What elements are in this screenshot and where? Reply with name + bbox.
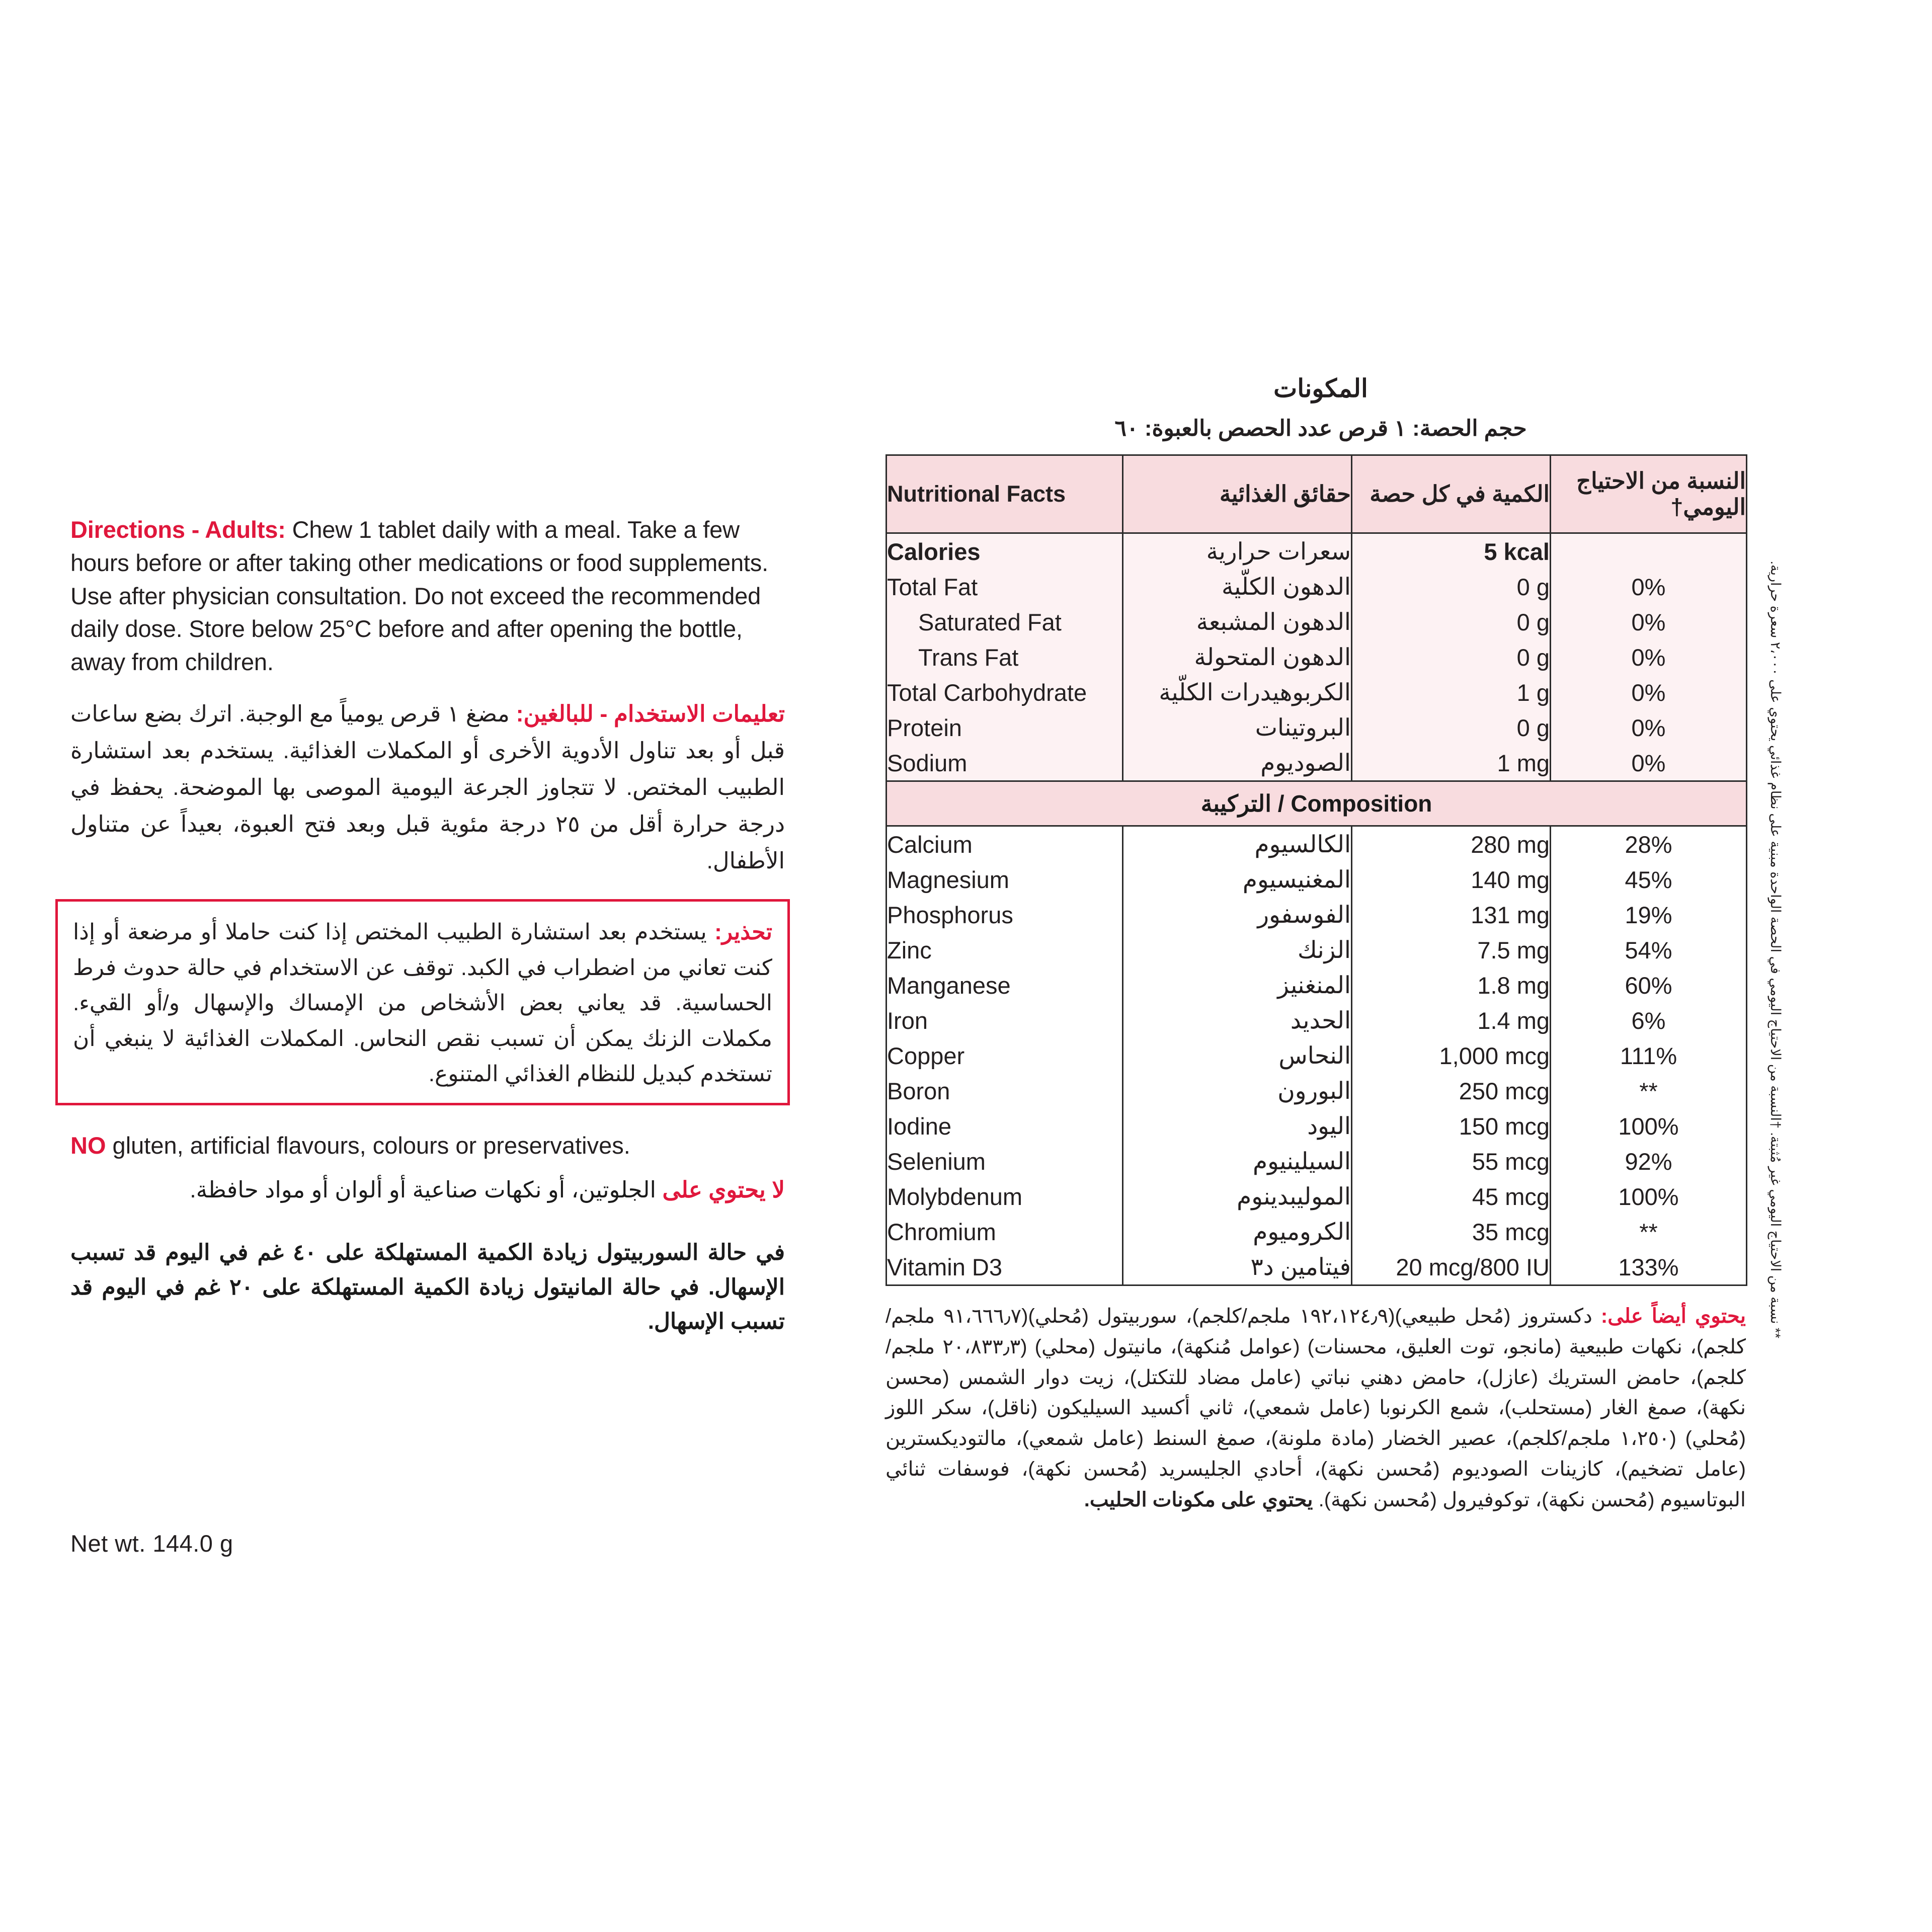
also-contains-lead: يحتوي أيضاً على: [1600,1305,1746,1327]
cell-nutrient-ar: البورون [1123,1073,1352,1108]
header-nutritional-facts-ar: حقائق الغذائية [1123,455,1352,533]
cell-daily-value: 60% [1551,968,1747,1003]
cell-amount: 131 mg [1352,897,1551,932]
composition-body [887,826,1747,1285]
cell-nutrient-en: Molybdenum [887,1179,1123,1214]
no-gluten-en [70,1130,785,1161]
cell-daily-value: 0% [1551,639,1747,675]
cell-amount: 0 g [1352,604,1551,639]
ingredients-title: المكونات [1273,374,1368,403]
warning-text [73,915,772,1092]
cell-nutrient-en: Iodine [887,1108,1123,1144]
cell-daily-value: 0% [1551,710,1747,745]
table-row [887,1108,1747,1144]
cell-nutrient-ar: المنغنيز [1123,968,1352,1003]
cell-amount: 0 g [1352,710,1551,745]
warning-body: يستخدم بعد استشارة الطبيب المختص إذا كنت حاملا أو مرضعة أو إذا كنت تعاني من اضطراب في الكبد. توقف عن الاستخدام في حالة حدوث فرط الحساسية. قد يعاني بعض الأشخاص من الإمساك والإسهال و/أو القيء. مكملات الزنك يمكن أن تسبب نقص النحاس. المكملات الغذائية لا ينبغي أن تستخدم كبديل للنظام الغذائي المتنوع. [73,920,772,1086]
warning-box [55,899,790,1105]
cell-nutrient-en: Calories [887,533,1123,570]
cell-nutrient-en: Vitamin D3 [887,1249,1123,1285]
cell-nutrient-en: Total Carbohydrate [887,675,1123,710]
cell-nutrient-en: Manganese [887,968,1123,1003]
cell-nutrient-en: Zinc [887,932,1123,968]
also-contains-body: دكستروز (مُحل طبيعي)(١٩٢،١٢٤٫٩ ملجم/كلجم)، سوربيتول (مُحلي)(٩١،٦٦٦٫٧ ملجم/كلجم)، نكهات طبيعية (مانجو، توت العليق، محسنات) (عوامل مُنكهة)، مانيتول (محلي) (٢٠،٨٣٣٫٣ ملجم/كلجم)، حامض الستريك (عازل)، حامض دهني نباتي (عامل مضاد للتكتل)، زيت دوار الشمس (محسن نكهة)، صمغ الغار (مستحلب)، شمع الكرنوبا (عامل شمعي)، ثاني أكسيد السيليكون (ناقل)، سكر اللوز (مُحلي) (١،٢٥٠ ملجم/كلجم)، عصير الخضار (مادة ملونة)، صمغ السنط (عامل شمعي)، مالتوديكسترين (عامل تضخيم)، كازينات الصوديوم (مُحسن نكهة)، أحادي الجليسريد (مُحسن نكهة)، فوسفات ثنائي البوتاسيوم (مُحسن نكهة)، توكوفيرول (مُحسن نكهة). [886,1305,1746,1511]
daily-value-footnote: ** نسبة من الاحتياج اليومي غير مُثبتة. †النسبة من الاحتياج اليومي في الحصة الواحدة مبنية على نظام غذائي يحتوي على ٢،٠٠٠ سعرة حرارية. [1768,560,1783,1338]
nutrition-facts-table [886,454,1747,1286]
cell-nutrient-ar: اليود [1123,1108,1352,1144]
table-head [887,455,1747,533]
cell-daily-value: 45% [1551,862,1747,897]
cell-amount: 280 mg [1352,826,1551,862]
cell-daily-value: ** [1551,1214,1747,1249]
cell-nutrient-ar: فيتامين د٣ [1123,1249,1352,1285]
table-row [887,745,1747,781]
cell-nutrient-ar: الدهون المشبعة [1123,604,1352,639]
table-row [887,968,1747,1003]
cell-daily-value: 0% [1551,675,1747,710]
cell-nutrient-ar: الصوديوم [1123,745,1352,781]
cell-daily-value: 19% [1551,897,1747,932]
net-weight: Net wt. 144.0 g [70,1530,233,1557]
no-gluten-ar-lead: لا يحتوي على [662,1176,785,1202]
serving-size-line: حجم الحصة: ١ قرص عدد الحصص بالعبوة: ٦٠ [1114,416,1527,441]
table-row [887,897,1747,932]
directions-ar-lead: تعليمات الاستخدام - للبالغين: [516,700,785,727]
also-contains-milk-note: يحتوي على مكونات الحليب. [1084,1488,1319,1511]
cell-daily-value: 100% [1551,1108,1747,1144]
table-row [887,1214,1747,1249]
also-contains-paragraph [886,1301,1746,1515]
directions-en [70,513,785,679]
cell-amount: 1 g [1352,675,1551,710]
directions-ar-body: مضغ ١ قرص يومياً مع الوجبة. اترك بضع ساعات قبل أو بعد تناول الأدوية الأخرى أو المكملات الغذائية. يستخدم بعد استشارة الطبيب المختص. لا تتجاوز الجرعة اليومية الموصى بها الموضحة. يحفظ في درجة حرارة أقل من ٢٥ درجة مئوية قبل وبعد فتح العبوة، بعيداً عن متناول الأطفال. [70,700,785,873]
cell-nutrient-en: Sodium [887,745,1123,781]
cell-nutrient-ar: الدهون المتحولة [1123,639,1352,675]
cell-nutrient-ar: الموليبدينوم [1123,1179,1352,1214]
right-panel [886,375,1756,1515]
cell-nutrient-ar: الكربوهيدرات الكلّية [1123,675,1352,710]
cell-daily-value: 54% [1551,932,1747,968]
cell-nutrient-en: Magnesium [887,862,1123,897]
cell-daily-value: 100% [1551,1179,1747,1214]
header-nutritional-facts: Nutritional Facts [887,455,1123,533]
cell-amount: 45 mcg [1352,1179,1551,1214]
cell-nutrient-en: Protein [887,710,1123,745]
header-daily-value: النسبة من الاحتياج اليومي† [1551,455,1747,533]
cell-daily-value: 111% [1551,1038,1747,1073]
cell-daily-value [1551,533,1747,570]
no-gluten-en-body: gluten, artificial flavours, colours or preservatives. [106,1132,630,1159]
cell-amount: 1 mg [1352,745,1551,781]
cell-nutrient-en: Phosphorus [887,897,1123,932]
cell-nutrient-en: Selenium [887,1144,1123,1179]
composition-divider-row [887,781,1747,826]
composition-label: Composition / التركيبة [887,781,1747,826]
table-row [887,1038,1747,1073]
table-row [887,1073,1747,1108]
cell-nutrient-ar: المغنيسيوم [1123,862,1352,897]
cell-daily-value: 6% [1551,1003,1747,1038]
cell-daily-value: 28% [1551,826,1747,862]
cell-amount: 150 mcg [1352,1108,1551,1144]
cell-amount: 5 kcal [1352,533,1551,570]
cell-amount: 250 mcg [1352,1073,1551,1108]
cell-amount: 55 mcg [1352,1144,1551,1179]
cell-amount: 0 g [1352,569,1551,604]
cell-nutrient-en: Boron [887,1073,1123,1108]
sorbitol-note: في حالة السوربيتول زيادة الكمية المستهلكة على ٤٠ غم في اليوم قد تسبب الإسهال. في حالة المانيتول زيادة الكمية المستهلكة على ٢٠ غم في اليوم قد تسبب الإسهال. [70,1240,785,1334]
table-row [887,1179,1747,1214]
cell-amount: 35 mcg [1352,1214,1551,1249]
composition-section-head [887,781,1747,826]
cell-nutrient-en: Total Fat [887,569,1123,604]
cell-nutrient-en: Chromium [887,1214,1123,1249]
cell-nutrient-ar: الكروميوم [1123,1214,1352,1249]
warning-lead: تحذير: [714,920,772,945]
directions-en-body: Chew 1 tablet daily with a meal. Take a few hours before or after taking other medications or food supplements. Use after physician consultation. Do not exceed the recommended daily dose. Store below 25°C before and after opening the bottle, away from children. [70,516,768,676]
cell-amount: 1,000 mcg [1352,1038,1551,1073]
table-row [887,639,1747,675]
cell-amount: 1.8 mg [1352,968,1551,1003]
table-header-row [887,455,1747,533]
table-row [887,569,1747,604]
cell-nutrient-ar: الزنك [1123,932,1352,968]
cell-nutrient-ar: سعرات حرارية [1123,533,1352,570]
cell-daily-value: ** [1551,1073,1747,1108]
table-row [887,533,1747,570]
cell-daily-value: 0% [1551,745,1747,781]
table-row [887,1249,1747,1285]
table-row [887,710,1747,745]
header-amount-per-serving: الكمية في كل حصة [1352,455,1551,533]
cell-nutrient-en: Iron [887,1003,1123,1038]
table-row [887,1144,1747,1179]
cell-amount: 1.4 mg [1352,1003,1551,1038]
cell-amount: 140 mg [1352,862,1551,897]
cell-nutrient-ar: البروتينات [1123,710,1352,745]
cell-nutrient-ar: الفوسفور [1123,897,1352,932]
table-row [887,826,1747,862]
cell-amount: 7.5 mg [1352,932,1551,968]
table-row [887,1003,1747,1038]
cell-nutrient-ar: الحديد [1123,1003,1352,1038]
cell-daily-value: 133% [1551,1249,1747,1285]
table-row [887,862,1747,897]
no-gluten-ar [70,1173,785,1207]
cell-nutrient-en: Calcium [887,826,1123,862]
cell-nutrient-en: Copper [887,1038,1123,1073]
nutrition-facts-body [887,533,1747,781]
cell-daily-value: 0% [1551,569,1747,604]
directions-ar [70,696,785,879]
table-row [887,932,1747,968]
cell-amount: 0 g [1352,639,1551,675]
cell-nutrient-en: Saturated Fat [887,604,1123,639]
no-gluten-ar-body: الجلوتين، أو نكهات صناعية أو ألوان أو مواد حافظة. [190,1176,663,1202]
cell-amount: 20 mcg/800 IU [1352,1249,1551,1285]
directions-en-lead: Directions - Adults: [70,516,286,543]
table-row [887,675,1747,710]
cell-nutrient-en: Trans Fat [887,639,1123,675]
cell-nutrient-ar: النحاس [1123,1038,1352,1073]
cell-daily-value: 92% [1551,1144,1747,1179]
left-panel [70,513,785,1339]
cell-daily-value: 0% [1551,604,1747,639]
cell-nutrient-ar: الكالسيوم [1123,826,1352,862]
cell-nutrient-ar: الدهون الكلّية [1123,569,1352,604]
no-gluten-en-lead: NO [70,1132,106,1159]
cell-nutrient-ar: السيلينيوم [1123,1144,1352,1179]
table-row [887,604,1747,639]
